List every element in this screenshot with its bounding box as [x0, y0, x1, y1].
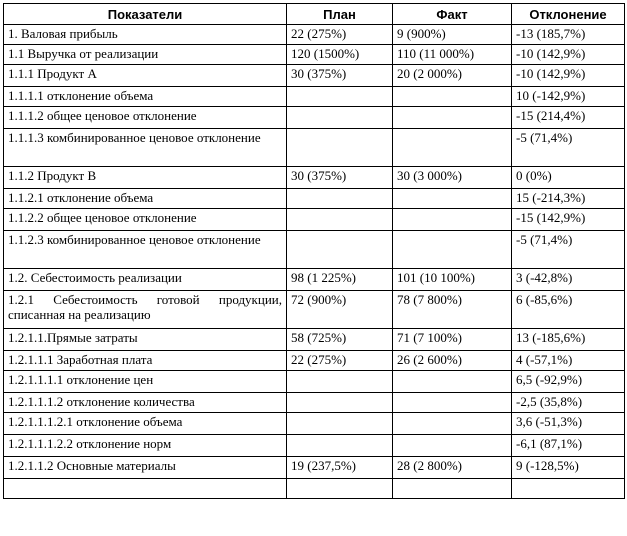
row-plan-cell: 30 (375%)	[287, 167, 393, 189]
header-deviation: Отклонение	[512, 4, 625, 25]
row-fact-cell	[393, 479, 512, 499]
row-deviation-cell: -2,5 (35,8%)	[512, 393, 625, 413]
row-fact-cell	[393, 107, 512, 129]
table-row	[4, 269, 625, 291]
row-indicator-cell: 1.1.2.2 общее ценовое отклонение	[4, 209, 287, 231]
row-fact-cell: 9 (900%)	[393, 25, 512, 45]
row-deviation-cell: 9 (-128,5%)	[512, 457, 625, 479]
row-indicator-cell: 1.2.1 Себестоимость готовой продукции, списанная на реализацию	[4, 291, 287, 329]
table-row	[4, 167, 625, 189]
row-fact-cell: 78 (7 800%)	[393, 291, 512, 329]
row-deviation-cell: -10 (142,9%)	[512, 45, 625, 65]
table-row	[4, 231, 625, 269]
row-indicator-cell: 1.2.1.1.Прямые затраты	[4, 329, 287, 351]
row-fact-cell: 71 (7 100%)	[393, 329, 512, 351]
row-fact-cell: 101 (10 100%)	[393, 269, 512, 291]
row-fact-cell: 30 (3 000%)	[393, 167, 512, 189]
table-row	[4, 65, 625, 87]
row-plan-cell	[287, 393, 393, 413]
row-deviation-cell: 10 (-142,9%)	[512, 87, 625, 107]
row-plan-cell	[287, 87, 393, 107]
row-plan-cell: 98 (1 225%)	[287, 269, 393, 291]
table-row	[4, 107, 625, 129]
row-deviation-cell: -6,1 (87,1%)	[512, 435, 625, 457]
row-indicator-cell: 1. Валовая прибыль	[4, 25, 287, 45]
row-plan-cell: 120 (1500%)	[287, 45, 393, 65]
row-indicator-cell: 1.2.1.1.2 Основные материалы	[4, 457, 287, 479]
row-deviation-cell: -15 (214,4%)	[512, 107, 625, 129]
table-row	[4, 393, 625, 413]
row-plan-cell: 72 (900%)	[287, 291, 393, 329]
row-deviation-cell: -5 (71,4%)	[512, 129, 625, 167]
row-fact-cell	[393, 189, 512, 209]
row-indicator-cell: 1.2.1.1.1 Заработная плата	[4, 351, 287, 371]
row-plan-cell	[287, 209, 393, 231]
row-plan-cell: 22 (275%)	[287, 25, 393, 45]
row-deviation-cell: 0 (0%)	[512, 167, 625, 189]
header-fact: Факт	[393, 4, 512, 25]
table-row	[4, 413, 625, 435]
table-row	[4, 291, 625, 329]
header-row	[4, 4, 625, 25]
row-deviation-cell: -13 (185,7%)	[512, 25, 625, 45]
header-indicator: Показатели	[4, 4, 287, 25]
row-plan-cell	[287, 189, 393, 209]
row-fact-cell	[393, 209, 512, 231]
row-indicator-cell: 1.1.1 Продукт А	[4, 65, 287, 87]
row-plan-cell: 22 (275%)	[287, 351, 393, 371]
deviation-analysis-table	[3, 3, 625, 499]
table-row	[4, 45, 625, 65]
row-plan-cell	[287, 107, 393, 129]
row-indicator-cell: 1.1.1.1 отклонение объема	[4, 87, 287, 107]
row-deviation-cell: 3,6 (-51,3%)	[512, 413, 625, 435]
row-indicator-cell: 1.1.2 Продукт В	[4, 167, 287, 189]
row-indicator-cell: 1.2. Себестоимость реализации	[4, 269, 287, 291]
row-indicator-cell: 1.1.1.2 общее ценовое отклонение	[4, 107, 287, 129]
row-fact-cell: 110 (11 000%)	[393, 45, 512, 65]
row-indicator-cell	[4, 479, 287, 499]
row-fact-cell: 20 (2 000%)	[393, 65, 512, 87]
table-row	[4, 209, 625, 231]
row-fact-cell	[393, 371, 512, 393]
row-deviation-cell: -5 (71,4%)	[512, 231, 625, 269]
row-deviation-cell: 6,5 (-92,9%)	[512, 371, 625, 393]
row-fact-cell	[393, 87, 512, 107]
row-deviation-cell: 13 (-185,6%)	[512, 329, 625, 351]
row-plan-cell	[287, 413, 393, 435]
row-plan-cell: 30 (375%)	[287, 65, 393, 87]
row-plan-cell: 58 (725%)	[287, 329, 393, 351]
table-row	[4, 329, 625, 351]
table-row	[4, 129, 625, 167]
row-fact-cell	[393, 129, 512, 167]
row-fact-cell: 26 (2 600%)	[393, 351, 512, 371]
row-deviation-cell: 6 (-85,6%)	[512, 291, 625, 329]
table-row	[4, 189, 625, 209]
row-deviation-cell	[512, 479, 625, 499]
table-row	[4, 435, 625, 457]
row-indicator-cell: 1.1.2.3 комбинированное ценовое отклонение	[4, 231, 287, 269]
table-row	[4, 371, 625, 393]
row-indicator-cell: 1.1.2.1 отклонение объема	[4, 189, 287, 209]
row-plan-cell	[287, 371, 393, 393]
row-fact-cell	[393, 435, 512, 457]
table-row	[4, 479, 625, 499]
row-plan-cell: 19 (237,5%)	[287, 457, 393, 479]
header-plan: План	[287, 4, 393, 25]
row-indicator-cell: 1.2.1.1.1.2.1 отклонение объема	[4, 413, 287, 435]
row-deviation-cell: -15 (142,9%)	[512, 209, 625, 231]
table-row	[4, 87, 625, 107]
row-plan-cell	[287, 479, 393, 499]
row-indicator-cell: 1.2.1.1.1.1 отклонение цен	[4, 371, 287, 393]
table-row	[4, 351, 625, 371]
row-fact-cell: 28 (2 800%)	[393, 457, 512, 479]
row-indicator-cell: 1.2.1.1.1.2.2 отклонение норм	[4, 435, 287, 457]
row-deviation-cell: 15 (-214,3%)	[512, 189, 625, 209]
row-fact-cell	[393, 393, 512, 413]
row-indicator-cell: 1.1.1.3 комбинированное ценовое отклонение	[4, 129, 287, 167]
row-deviation-cell: 3 (-42,8%)	[512, 269, 625, 291]
row-indicator-cell: 1.2.1.1.1.2 отклонение количества	[4, 393, 287, 413]
row-fact-cell	[393, 231, 512, 269]
table-row	[4, 457, 625, 479]
row-plan-cell	[287, 231, 393, 269]
table-row	[4, 25, 625, 45]
row-fact-cell	[393, 413, 512, 435]
row-deviation-cell: -10 (142,9%)	[512, 65, 625, 87]
row-indicator-cell: 1.1 Выручка от реализации	[4, 45, 287, 65]
row-deviation-cell: 4 (-57,1%)	[512, 351, 625, 371]
row-plan-cell	[287, 129, 393, 167]
row-plan-cell	[287, 435, 393, 457]
